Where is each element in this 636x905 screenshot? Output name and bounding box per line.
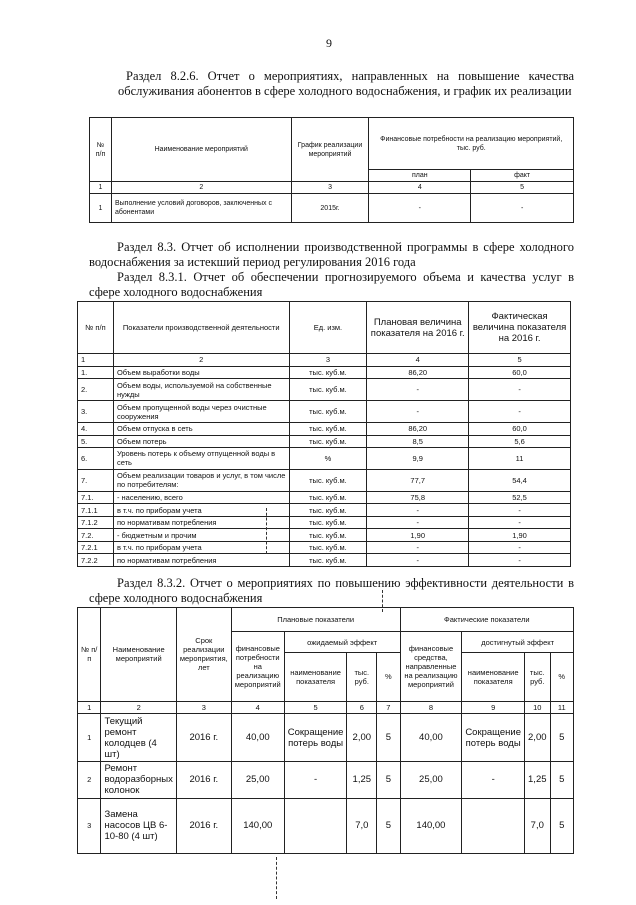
cell-indicator bbox=[284, 798, 347, 853]
cell-plan: 1,90 bbox=[367, 529, 469, 542]
cell-name: Выполнение условий договоров, заключенных с абонентами bbox=[111, 194, 291, 223]
cell-plan: - bbox=[367, 401, 469, 423]
cell-fact: 60,0 bbox=[469, 366, 571, 379]
col-num-10: 10 bbox=[525, 701, 551, 713]
cell-plan: 8,5 bbox=[367, 435, 469, 448]
table-row bbox=[78, 366, 571, 379]
cell-plan: 86,20 bbox=[367, 423, 469, 436]
section-826-title: Раздел 8.2.6. Отчет о мероприятиях, направленных на повышение качества обслуживания абонентов в сфере холодного водоснабжения, и график их реализации bbox=[118, 69, 574, 98]
col-num-3: 3 bbox=[289, 354, 367, 367]
col-num-3: 3 bbox=[176, 701, 231, 713]
cell-unit: тыс. куб.м. bbox=[289, 541, 367, 554]
cell-name: в т.ч. по приборам учета bbox=[113, 504, 289, 517]
cell-plan: - bbox=[367, 516, 469, 529]
cell-name: по нормативам потребления bbox=[113, 554, 289, 567]
table-row bbox=[78, 379, 571, 401]
header-ind-name-fact: наименование показателя bbox=[462, 652, 525, 701]
cell-rub-fact: 1,25 bbox=[525, 762, 551, 799]
cell-term: 2016 г. bbox=[176, 798, 231, 853]
cell-name: Замена насосов ЦВ 6-10-80 (4 шт) bbox=[101, 798, 176, 853]
scan-artifact-line bbox=[382, 590, 383, 612]
cell-name: Объем пропущенной воды через очистные сооружения bbox=[113, 401, 289, 423]
cell-term: 2016 г. bbox=[176, 762, 231, 799]
header-fact: факт bbox=[471, 170, 574, 182]
cell-rub: 1,25 bbox=[347, 762, 377, 799]
cell-num: 1 bbox=[90, 194, 112, 223]
cell-num: 7.1. bbox=[78, 491, 114, 504]
cell-name: в т.ч. по приборам учета bbox=[113, 541, 289, 554]
cell-plan: - bbox=[367, 504, 469, 517]
cell-name: Объем воды, используемой на собственные нужды bbox=[113, 379, 289, 401]
cell-plan: 75,8 bbox=[367, 491, 469, 504]
cell-num: 1 bbox=[78, 714, 101, 762]
cell-fin: 40,00 bbox=[231, 714, 284, 762]
cell-fact: 11 bbox=[469, 448, 571, 470]
cell-rub-fact: 2,00 bbox=[525, 714, 551, 762]
header-finance: Финансовые потребности на реализацию мероприятий, тыс. руб. bbox=[369, 118, 574, 170]
cell-term: 2016 г. bbox=[176, 714, 231, 762]
cell-pct: 5 bbox=[377, 798, 400, 853]
col-num-11: 11 bbox=[550, 701, 573, 713]
cell-name: Объем отпуска в сеть bbox=[113, 423, 289, 436]
table-row bbox=[78, 469, 571, 491]
cell-num: 7.2.2 bbox=[78, 554, 114, 567]
header-num: № п/п bbox=[78, 608, 101, 702]
header-actual: Фактические показатели bbox=[400, 608, 573, 632]
col-num-4: 4 bbox=[231, 701, 284, 713]
cell-name: Текущий ремонт колодцев (4 шт) bbox=[101, 714, 176, 762]
header-fact: Фактическая величина показателя на 2016 г. bbox=[469, 302, 571, 354]
cell-num: 5. bbox=[78, 435, 114, 448]
cell-num: 2. bbox=[78, 379, 114, 401]
cell-unit: тыс. куб.м. bbox=[289, 554, 367, 567]
col-num-9: 9 bbox=[462, 701, 525, 713]
cell-pct-fact: 5 bbox=[550, 714, 573, 762]
cell-fact: 1,90 bbox=[469, 529, 571, 542]
table-826 bbox=[89, 117, 574, 223]
cell-name: Ремонт водоразборных колонок bbox=[101, 762, 176, 799]
cell-unit: тыс. куб.м. bbox=[289, 516, 367, 529]
cell-rub: 7,0 bbox=[347, 798, 377, 853]
cell-pct-fact: 5 bbox=[550, 762, 573, 799]
cell-name: Уровень потерь к объему отпущенной воды в сеть bbox=[113, 448, 289, 470]
cell-fin: 25,00 bbox=[231, 762, 284, 799]
header-pct: % bbox=[377, 652, 400, 701]
table-row bbox=[78, 516, 571, 529]
cell-num: 6. bbox=[78, 448, 114, 470]
col-num-6: 6 bbox=[347, 701, 377, 713]
table-row bbox=[78, 529, 571, 542]
col-num-3: 3 bbox=[291, 182, 369, 194]
header-planned: Плановые показатели bbox=[231, 608, 400, 632]
cell-indicator: Сокращение потерь воды bbox=[284, 714, 347, 762]
header-plan: план bbox=[369, 170, 471, 182]
section-832-title: Раздел 8.3.2. Отчет о мероприятиях по повышению эффективности деятельности в сфере холодного водоснабжения bbox=[89, 576, 574, 605]
col-num-1: 1 bbox=[90, 182, 112, 194]
cell-pct: 5 bbox=[377, 762, 400, 799]
cell-plan: - bbox=[369, 194, 471, 223]
scan-artifact-line bbox=[276, 857, 277, 899]
header-achieved: достигнутый эффект bbox=[462, 632, 574, 652]
cell-unit: тыс. куб.м. bbox=[289, 366, 367, 379]
col-num-8: 8 bbox=[400, 701, 462, 713]
section-831-title: Раздел 8.3.1. Отчет об обеспечении прогнозируемого объема и качества услуг в сфере холодного водоснабжения bbox=[89, 270, 574, 299]
table-row bbox=[78, 762, 574, 799]
header-name: Наименование мероприятий bbox=[111, 118, 291, 182]
col-num-2: 2 bbox=[101, 701, 176, 713]
cell-num: 3. bbox=[78, 401, 114, 423]
cell-fin-fact: 140,00 bbox=[400, 798, 462, 853]
cell-fact: - bbox=[469, 379, 571, 401]
col-num-2: 2 bbox=[113, 354, 289, 367]
cell-fact: - bbox=[469, 541, 571, 554]
cell-fact: 52,5 bbox=[469, 491, 571, 504]
col-num-2: 2 bbox=[111, 182, 291, 194]
cell-indicator-fact: - bbox=[462, 762, 525, 799]
table-row bbox=[78, 401, 571, 423]
cell-plan: 77,7 bbox=[367, 469, 469, 491]
cell-name: - населению, всего bbox=[113, 491, 289, 504]
table-row bbox=[78, 423, 571, 436]
cell-num: 7.1.1 bbox=[78, 504, 114, 517]
cell-num: 3 bbox=[78, 798, 101, 853]
cell-unit: тыс. куб.м. bbox=[289, 379, 367, 401]
cell-unit: тыс. куб.м. bbox=[289, 491, 367, 504]
cell-num: 7.2. bbox=[78, 529, 114, 542]
cell-fin: 140,00 bbox=[231, 798, 284, 853]
col-num-1: 1 bbox=[78, 701, 101, 713]
cell-unit: тыс. куб.м. bbox=[289, 435, 367, 448]
cell-pct-fact: 5 bbox=[550, 798, 573, 853]
cell-fact: 5,6 bbox=[469, 435, 571, 448]
cell-pct: 5 bbox=[377, 714, 400, 762]
table-831 bbox=[77, 301, 571, 567]
header-num: № п/п bbox=[90, 118, 112, 182]
cell-num: 7.2.1 bbox=[78, 541, 114, 554]
cell-name: Объем реализации товаров и услуг, в том числе по потребителям: bbox=[113, 469, 289, 491]
cell-num: 1. bbox=[78, 366, 114, 379]
header-term: Срок реализации мероприятия, лет bbox=[176, 608, 231, 702]
cell-rub: 2,00 bbox=[347, 714, 377, 762]
header-unit: Ед. изм. bbox=[289, 302, 367, 354]
cell-indicator-fact: Сокращение потерь воды bbox=[462, 714, 525, 762]
cell-plan: - bbox=[367, 554, 469, 567]
cell-name: Объем потерь bbox=[113, 435, 289, 448]
cell-rub-fact: 7,0 bbox=[525, 798, 551, 853]
table-row bbox=[78, 435, 571, 448]
cell-name: по нормативам потребления bbox=[113, 516, 289, 529]
header-ind-name: наименование показателя bbox=[284, 652, 347, 701]
cell-unit: тыс. куб.м. bbox=[289, 423, 367, 436]
table-row bbox=[78, 541, 571, 554]
header-expected: ожидаемый эффект bbox=[284, 632, 400, 652]
cell-num: 2 bbox=[78, 762, 101, 799]
col-num-7: 7 bbox=[377, 701, 400, 713]
cell-plan: - bbox=[367, 379, 469, 401]
header-name: Наименование мероприятий bbox=[101, 608, 176, 702]
table-row bbox=[90, 194, 574, 223]
cell-unit: % bbox=[289, 448, 367, 470]
header-num: № п/п bbox=[78, 302, 114, 354]
cell-fin-fact: 25,00 bbox=[400, 762, 462, 799]
header-name: Показатели производственной деятельности bbox=[113, 302, 289, 354]
table-row bbox=[78, 554, 571, 567]
table-row bbox=[78, 504, 571, 517]
col-num-4: 4 bbox=[369, 182, 471, 194]
cell-indicator-fact bbox=[462, 798, 525, 853]
header-thous-fact: тыс. руб. bbox=[525, 652, 551, 701]
col-num-5: 5 bbox=[471, 182, 574, 194]
cell-name: Объем выработки воды bbox=[113, 366, 289, 379]
cell-indicator: - bbox=[284, 762, 347, 799]
cell-fact: - bbox=[469, 516, 571, 529]
cell-fact: - bbox=[469, 401, 571, 423]
cell-num: 7. bbox=[78, 469, 114, 491]
cell-unit: тыс. куб.м. bbox=[289, 529, 367, 542]
col-num-5: 5 bbox=[284, 701, 347, 713]
scan-artifact-line bbox=[266, 508, 267, 554]
cell-fact: 54,4 bbox=[469, 469, 571, 491]
cell-name: - бюджетным и прочим bbox=[113, 529, 289, 542]
cell-plan: 9,9 bbox=[367, 448, 469, 470]
cell-unit: тыс. куб.м. bbox=[289, 504, 367, 517]
table-row bbox=[78, 448, 571, 470]
cell-unit: тыс. куб.м. bbox=[289, 469, 367, 491]
table-row bbox=[78, 798, 574, 853]
cell-fact: - bbox=[469, 504, 571, 517]
cell-plan: - bbox=[367, 541, 469, 554]
cell-unit: тыс. куб.м. bbox=[289, 401, 367, 423]
header-thous: тыс. руб. bbox=[347, 652, 377, 701]
cell-plan: 86,20 bbox=[367, 366, 469, 379]
cell-fin-fact: 40,00 bbox=[400, 714, 462, 762]
cell-num: 7.1.2 bbox=[78, 516, 114, 529]
header-fin-need: финансовые потребности на реализацию мероприятий bbox=[231, 632, 284, 701]
header-schedule: График реализации мероприятий bbox=[291, 118, 369, 182]
header-fin-directed: финансовые средства, направленные на реализацию мероприятий bbox=[400, 632, 462, 701]
header-plan: Плановая величина показателя на 2016 г. bbox=[367, 302, 469, 354]
table-row bbox=[78, 491, 571, 504]
cell-fact: 60,0 bbox=[469, 423, 571, 436]
header-pct-fact: % bbox=[550, 652, 573, 701]
cell-fact: - bbox=[469, 554, 571, 567]
cell-num: 4. bbox=[78, 423, 114, 436]
col-num-5: 5 bbox=[469, 354, 571, 367]
col-num-4: 4 bbox=[367, 354, 469, 367]
cell-schedule: 2015г. bbox=[291, 194, 369, 223]
table-row bbox=[78, 714, 574, 762]
cell-fact: - bbox=[471, 194, 574, 223]
col-num-1: 1 bbox=[78, 354, 114, 367]
table-832 bbox=[77, 607, 574, 854]
page-number: 9 bbox=[326, 36, 332, 50]
section-83-title: Раздел 8.3. Отчет об исполнении производственной программы в сфере холодного водоснабжения за истекший период регулирования 2016 года bbox=[89, 240, 574, 269]
